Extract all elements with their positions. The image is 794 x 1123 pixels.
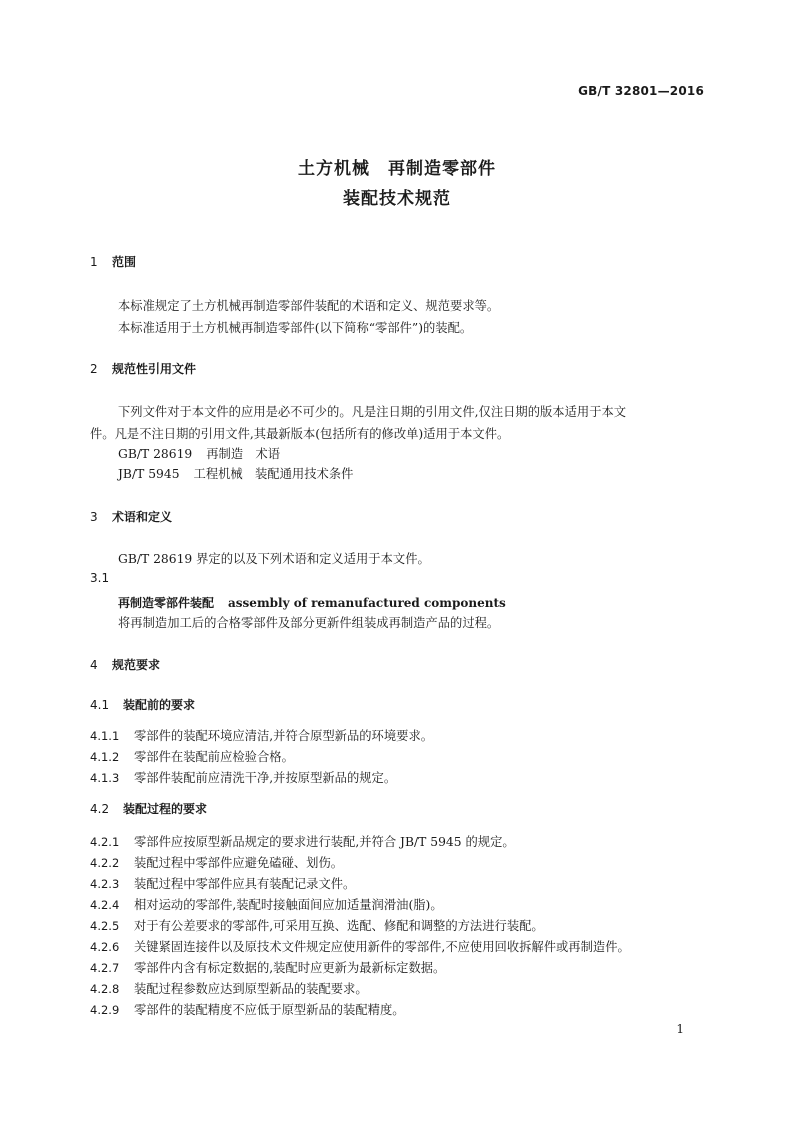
clause-number: 4.2.9 (90, 1003, 120, 1017)
reference-code: JB/T 5945 (118, 467, 180, 481)
clause-item (90, 895, 443, 913)
section-number: 2 (90, 362, 98, 376)
subsection-title: 装配前的要求 (123, 698, 196, 712)
section-number: 4 (90, 658, 98, 672)
clause-item (90, 768, 396, 786)
clause-item (90, 979, 368, 997)
clause-number: 4.2.2 (90, 856, 120, 870)
paragraph: 本标准适用于土方机械再制造零部件(以下简称“零部件”)的装配。 (118, 321, 473, 335)
document-title-line2: 装配技术规范 (343, 189, 451, 209)
subsection-number: 4.1 (90, 698, 110, 712)
section-title: 术语和定义 (112, 510, 173, 524)
section-title: 规范要求 (112, 658, 161, 672)
clause-item (90, 916, 544, 934)
term-english: assembly of remanufactured components (228, 596, 506, 610)
clause-number: 4.2.3 (90, 877, 120, 891)
reference-item (118, 444, 280, 462)
document-title-line1: 土方机械 再制造零部件 (298, 159, 496, 179)
reference-item (118, 464, 353, 482)
clause-number: 4.1.3 (90, 771, 120, 785)
reference-name: 再制造 术语 (206, 447, 281, 461)
clause-number: 4.2.1 (90, 835, 120, 849)
section-title: 范围 (112, 255, 137, 269)
subsection-heading-before-assembly (90, 696, 195, 713)
page-number: 1 (676, 1022, 684, 1036)
reference-name: 工程机械 装配通用技术条件 (193, 467, 354, 481)
clause-item (90, 832, 515, 850)
paragraph: GB/T 28619 界定的以及下列术语和定义适用于本文件。 (118, 552, 430, 566)
clause-item (90, 853, 343, 871)
section-heading-terms-definitions (90, 508, 172, 525)
clause-item (90, 937, 630, 955)
clause-number: 4.2.5 (90, 919, 120, 933)
term-number: 3.1 (90, 571, 110, 585)
clause-text: 零部件应按原型新品规定的要求进行装配,并符合 JB/T 5945 的规定。 (134, 835, 515, 849)
clause-item (90, 1000, 405, 1018)
clause-text: 零部件的装配环境应清洁,并符合原型新品的环境要求。 (134, 729, 434, 743)
paragraph: 本标准规定了土方机械再制造零部件装配的术语和定义、规范要求等。 (118, 299, 500, 313)
clause-number: 4.2.8 (90, 982, 120, 996)
section-heading-requirements (90, 656, 160, 673)
section-number: 3 (90, 510, 98, 524)
clause-text: 对于有公差要求的零部件,可采用互换、选配、修配和调整的方法进行装配。 (134, 919, 544, 933)
paragraph-line: 件。凡是不注日期的引用文件,其最新版本(包括所有的修改单)适用于本文件。 (90, 427, 510, 441)
clause-number: 4.2.4 (90, 898, 120, 912)
clause-text: 零部件装配前应清洗干净,并按原型新品的规定。 (134, 771, 397, 785)
standard-number: GB/T 32801—2016 (578, 84, 704, 98)
section-title: 规范性引用文件 (112, 362, 197, 376)
section-number: 1 (90, 255, 98, 269)
clause-item (90, 874, 355, 892)
clause-text: 零部件内含有标定数据的,装配时应更新为最新标定数据。 (134, 961, 446, 975)
clause-number: 4.1.1 (90, 729, 120, 743)
clause-text: 零部件的装配精度不应低于原型新品的装配精度。 (134, 1003, 405, 1017)
clause-text: 关键紧固连接件以及原技术文件规定应使用新件的零部件,不应使用回收拆解件或再制造件。 (134, 940, 630, 954)
term-chinese: 再制造零部件装配 (118, 596, 215, 610)
term-definition: 将再制造加工后的合格零部件及部分更新件组装成再制造产品的过程。 (118, 616, 500, 630)
subsection-number: 4.2 (90, 802, 110, 816)
subsection-title: 装配过程的要求 (123, 802, 208, 816)
section-heading-scope (90, 253, 136, 270)
paragraph-line: 下列文件对于本文件的应用是必不可少的。凡是注日期的引用文件,仅注日期的版本适用于本文 (118, 405, 627, 419)
clause-number: 4.2.6 (90, 940, 120, 954)
clause-number: 4.2.7 (90, 961, 120, 975)
clause-item (90, 958, 445, 976)
clause-number: 4.1.2 (90, 750, 120, 764)
term-entry (118, 592, 506, 611)
reference-code: GB/T 28619 (118, 447, 193, 461)
subsection-heading-during-assembly (90, 800, 207, 817)
clause-text: 装配过程中零部件应具有装配记录文件。 (134, 877, 356, 891)
clause-text: 相对运动的零部件,装配时接触面间应加适量润滑油(脂)。 (134, 898, 443, 912)
clause-text: 装配过程中零部件应避免磕碰、划伤。 (134, 856, 344, 870)
clause-text: 装配过程参数应达到原型新品的装配要求。 (134, 982, 368, 996)
clause-item (90, 726, 433, 744)
clause-text: 零部件在装配前应检验合格。 (134, 750, 294, 764)
clause-item (90, 747, 294, 765)
section-heading-normative-references (90, 360, 196, 377)
